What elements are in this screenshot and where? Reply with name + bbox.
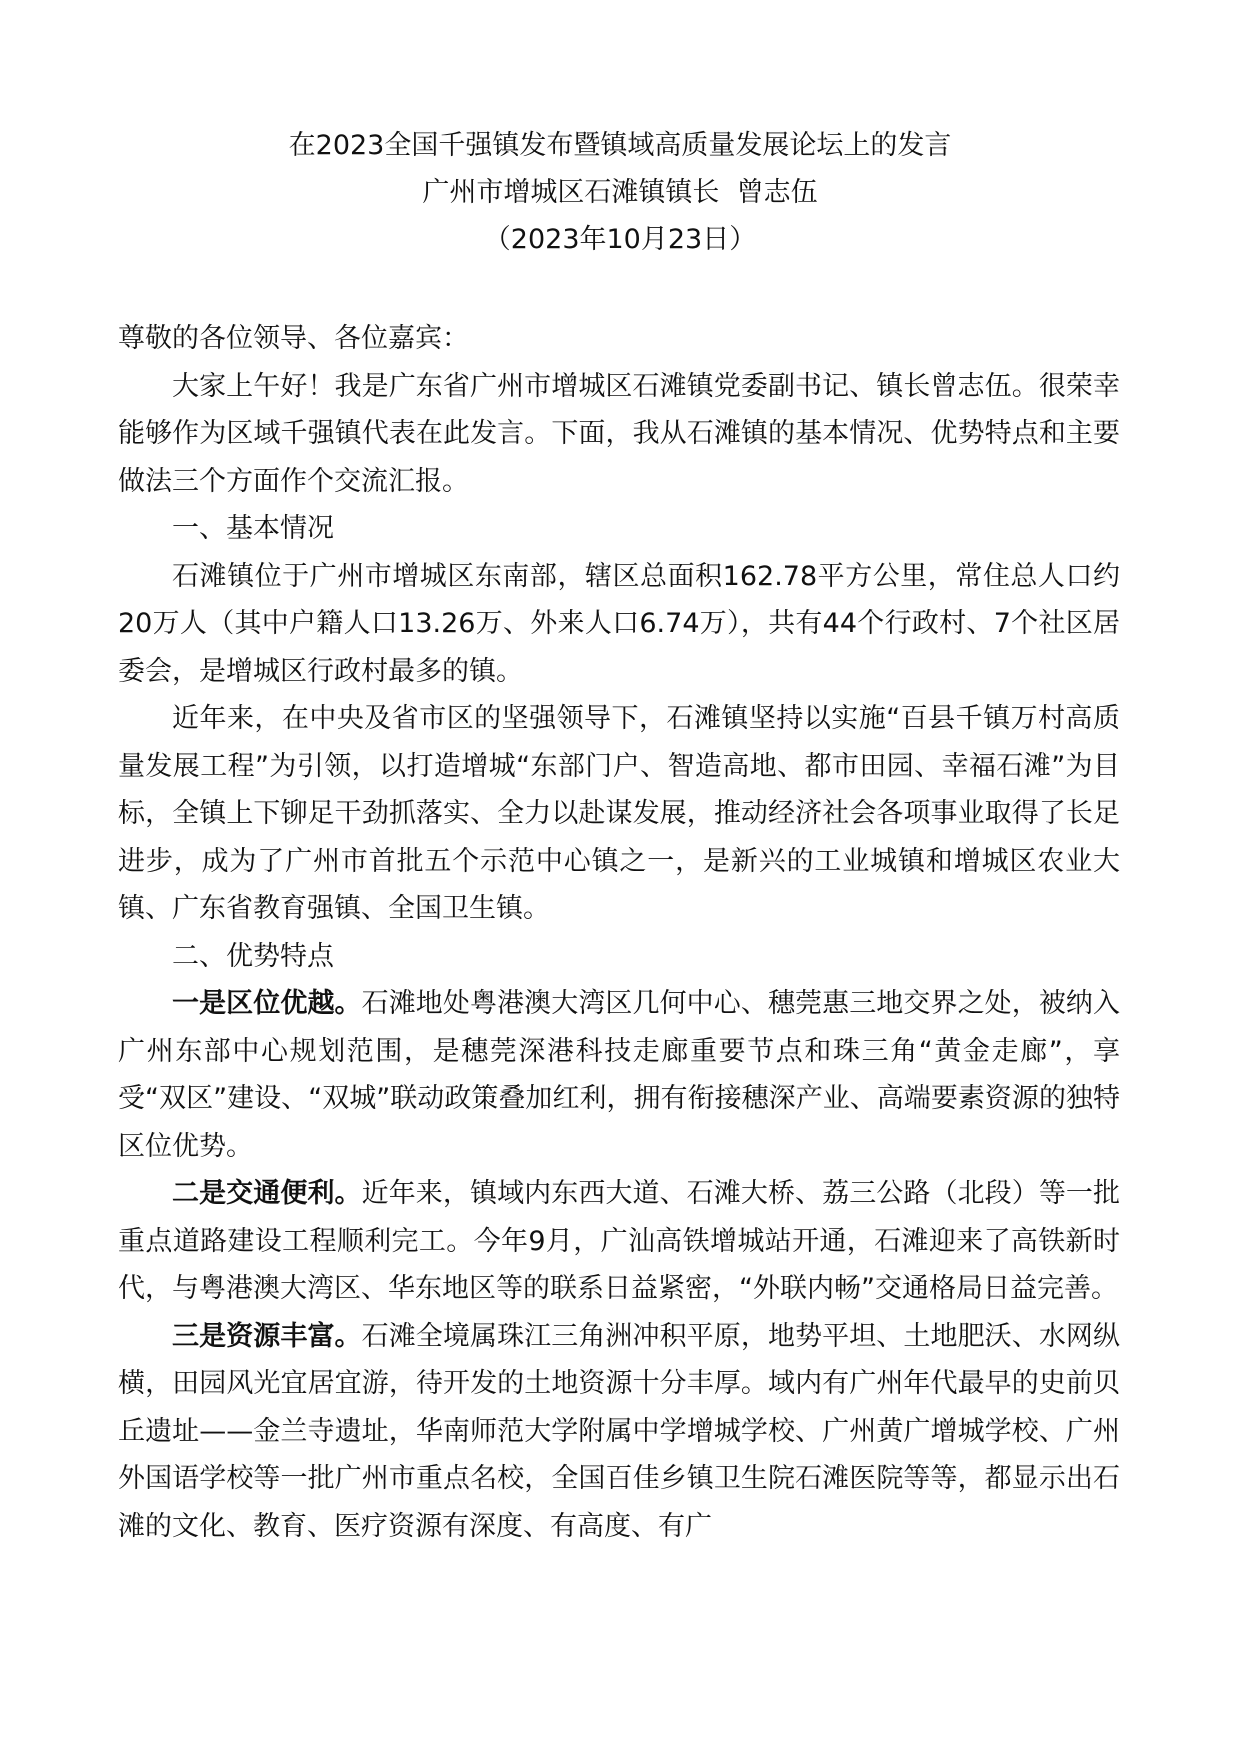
advantage-resources-lead: 三是资源丰富。 [172, 1320, 362, 1352]
salutation: 尊敬的各位领导、各位嘉宾： [118, 323, 469, 354]
advantage-location-text: 石滩地处粤港澳大湾区几何中心、穗莞惠三地交界之处，被纳入广州东部中心规划范围，是穗莞深港科技走廊重要节点和珠三角“黄金走廊”，享受“双区”建设、“双城”联动政策叠加红利，拥有衔接穗深产业、高端要素资源的独特区位优势。 [118, 988, 1121, 1162]
advantage-resources-text: 石滩全境属珠江三角洲冲积平原，地势平坦、土地肥沃、水网纵横，田园风光宜居宜游，待开发的土地资源十分丰厚。域内有广州年代最早的史前贝丘遗址——金兰寺遗址，华南师范大学附属中学增城学校、广州黄广增城学校、广州外国语学校等一批广州市重点名校，全国百佳乡镇卫生院石滩医院等等，都显示出石滩的文化、教育、医疗资源有深度、有高度、有广 [118, 1320, 1121, 1542]
document-title: 在2023全国千强镇发布暨镇域高质量发展论坛上的发言 [288, 130, 952, 161]
date-line: （2023年10月23日） [483, 224, 757, 255]
document-body [118, 315, 1120, 1550]
advantage-transport-paragraph [118, 1170, 1120, 1313]
document-header [0, 122, 1240, 263]
advantage-resources-paragraph [118, 1313, 1120, 1551]
advantage-transport-text: 近年来，镇域内东西大道、石滩大桥、荔三公路（北段）等一批重点道路建设工程顺利完工。今年9月，广汕高铁增城站开通，石滩迎来了高铁新时代，与粤港澳大湾区、华东地区等的联系日益紧密，“外联内畅”交通格局日益完善。 [118, 1178, 1121, 1304]
advantage-transport-lead: 二是交通便利。 [172, 1178, 362, 1209]
speaker-line: 广州市增城区石滩镇镇长 曾志伍 [422, 177, 818, 208]
section-heading-advantages: 二、优势特点 [172, 940, 334, 972]
intro-paragraph: 大家上午好！我是广东省广州市增城区石滩镇党委副书记、镇长曾志伍。很荣幸能够作为区域千强镇代表在此发言。下面，我从石滩镇的基本情况、优势特点和主要做法三个方面作个交流汇报。 [118, 370, 1120, 497]
basic-info-paragraph: 石滩镇位于广州市增城区东南部，辖区总面积162.78平方公里，常住总人口约20万人（其中户籍人口13.26万、外来人口6.74万），共有44个行政村、7个社区居委会，是增城区行政村最多的镇。 [118, 560, 1120, 687]
advantage-location-paragraph [118, 980, 1120, 1170]
advantage-location-lead: 一是区位优越。 [172, 988, 362, 1019]
section-heading-basic-info: 一、基本情况 [172, 513, 334, 544]
development-paragraph: 近年来，在中央及省市区的坚强领导下，石滩镇坚持以实施“百县千镇万村高质量发展工程”为引领，以打造增城“东部门户、智造高地、都市田园、幸福石滩”为目标，全镇上下铆足干劲抓落实、全力以赴谋发展，推动经济社会各项事业取得了长足进步，成为了广州市首批五个示范中心镇之一，是新兴的工业城镇和增城区农业大镇、广东省教育强镇、全国卫生镇。 [118, 703, 1120, 924]
